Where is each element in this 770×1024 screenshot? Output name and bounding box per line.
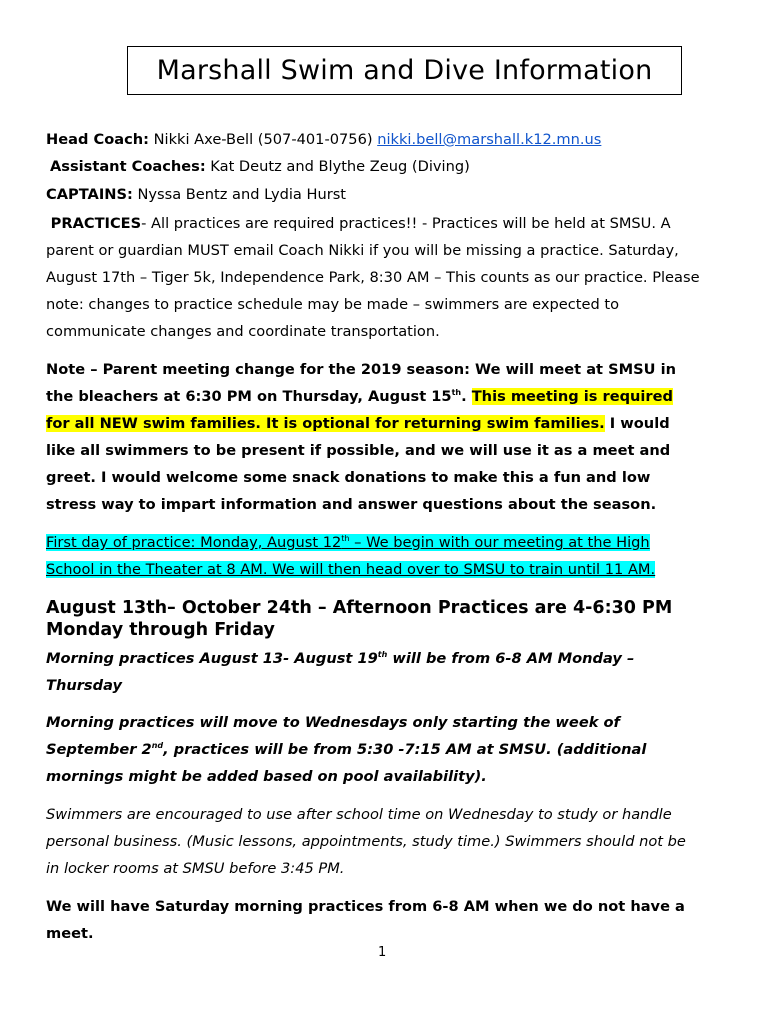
note-line: the bleachers at 6:30 PM on Thursday, August 15th. This meeting is required bbox=[46, 388, 673, 405]
morning-practices-paragraph: Morning practices August 13- August 19th will be from 6-8 AM Monday – Thursday bbox=[46, 650, 635, 694]
practices-line: note: changes to practice schedule may be made – swimmers are expected to bbox=[46, 296, 620, 313]
practices-line: PRACTICES- All practices are required practices!! - Practices will be held at SMSU. A bbox=[50, 215, 671, 232]
first-day-paragraph bbox=[46, 529, 736, 583]
captains-line bbox=[46, 181, 736, 208]
page-title: Marshall Swim and Dive Information bbox=[156, 55, 653, 86]
note-line: stress way to impart information and answer questions about the season. bbox=[46, 496, 657, 513]
practices-line: August 17th – Tiger 5k, Independence Park, 8:30 AM – This counts as our practice. Please bbox=[46, 269, 700, 286]
assistant-coaches-label: Assistant Coaches: bbox=[50, 158, 206, 175]
head-coach-line bbox=[46, 126, 736, 153]
practices-paragraph bbox=[46, 210, 736, 345]
captains-label: CAPTAINS: bbox=[46, 186, 133, 203]
highlighted-text: for all NEW swim families. It is optional for returning swim families. bbox=[46, 415, 605, 432]
page-number: 1 bbox=[378, 945, 387, 960]
note-line: greet. I would welcome some snack donations to make this a fun and low bbox=[46, 469, 651, 486]
title-box bbox=[127, 46, 682, 95]
note-line: like all swimmers to be present if possible, and we will use it as a meet and bbox=[46, 442, 671, 459]
parent-meeting-note bbox=[46, 356, 736, 518]
highlighted-text: This meeting is required bbox=[471, 388, 673, 405]
head-coach-label: Head Coach: bbox=[46, 131, 149, 148]
wednesday-mornings-paragraph: Morning practices will move to Wednesdays only starting the week of September 2nd, practices will be from 5:30 -7:15 AM at SMSU. (additional mornings might be added based on pool availability). bbox=[46, 714, 647, 785]
practices-line: communicate changes and coordinate transportation. bbox=[46, 323, 440, 340]
first-day-line: First day of practice: Monday, August 12th – We begin with our meeting at the High bbox=[46, 534, 650, 551]
wednesday-study-paragraph: Swimmers are encouraged to use after school time on Wednesday to study or handle personal business. (Music lessons, appointments, study time.) Swimmers should not be in locker rooms at SMSU before 3:45 PM. bbox=[46, 806, 686, 877]
saturday-practices-paragraph: We will have Saturday morning practices from 6-8 AM when we do not have a meet. bbox=[46, 898, 685, 942]
practices-label: PRACTICES bbox=[50, 215, 142, 232]
head-coach-email-link[interactable]: nikki.bell@marshall.k12.mn.us bbox=[377, 131, 602, 148]
first-day-line: School in the Theater at 8 AM. We will then head over to SMSU to train until 11 AM. bbox=[46, 561, 656, 578]
captains-names: Nyssa Bentz and Lydia Hurst bbox=[132, 186, 347, 203]
practices-line: parent or guardian MUST email Coach Nikki if you will be missing a practice. Saturday, bbox=[46, 242, 679, 259]
note-line: Note – Parent meeting change for the 2019 season: We will meet at SMSU in bbox=[46, 361, 676, 378]
note-line: for all NEW swim families. It is optional for returning swim families. I would bbox=[46, 415, 670, 432]
assistant-coaches-names: Kat Deutz and Blythe Zeug (Diving) bbox=[205, 158, 470, 175]
head-coach-name: Nikki Axe-Bell (507-401-0756) bbox=[148, 131, 378, 148]
assistant-coaches-line bbox=[50, 153, 740, 180]
afternoon-practices-heading: August 13th– October 24th – Afternoon Practices are 4-6:30 PM Monday through Friday bbox=[46, 598, 673, 640]
